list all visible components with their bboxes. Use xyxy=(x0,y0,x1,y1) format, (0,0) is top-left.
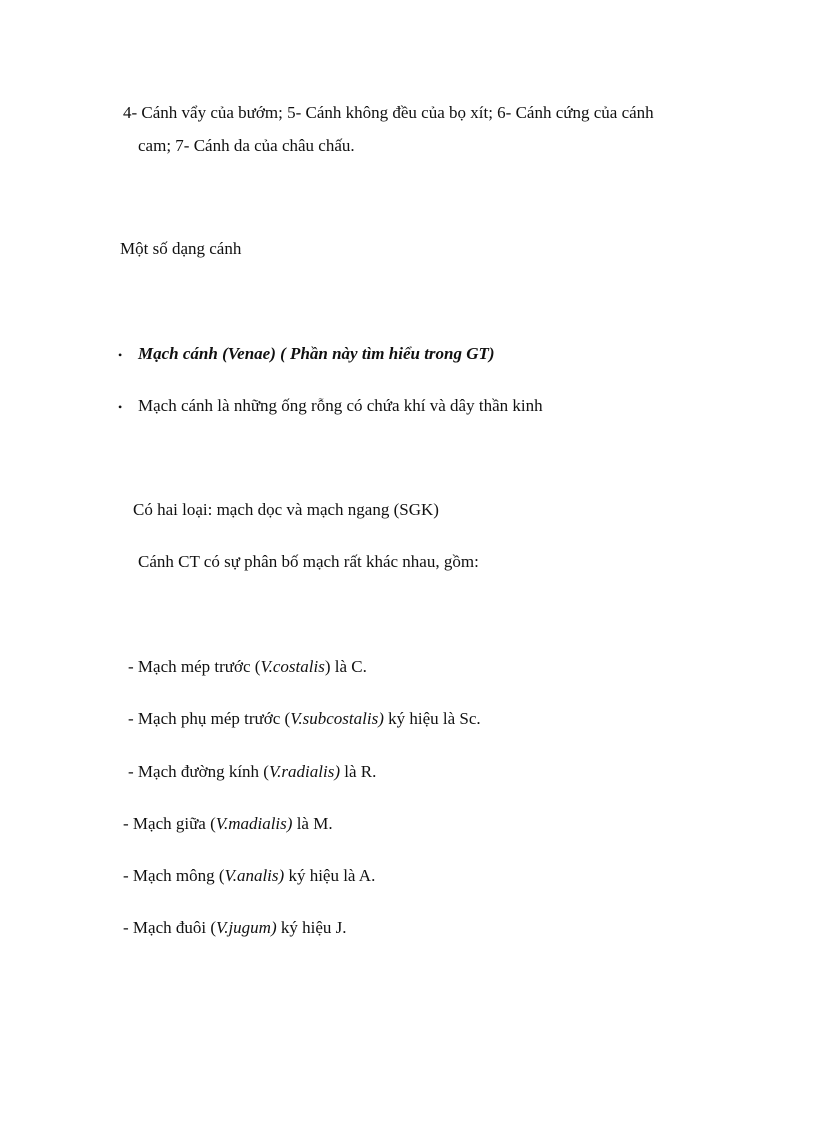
vein-item-radialis: - Mạch đường kính (V.radialis) là R. xyxy=(128,762,377,781)
bullet-marker: • xyxy=(118,348,123,362)
bullet-item-venae: Mạch cánh (Venae) ( Phần này tìm hiểu trong GT) xyxy=(138,344,495,363)
bullet-item-definition: Mạch cánh là những ống rỗng có chứa khí và dây thần kinh xyxy=(138,396,543,415)
vein-item-costalis: - Mạch mép trước (V.costalis) là C. xyxy=(128,657,367,676)
section-title: Một số dạng cánh xyxy=(120,239,242,258)
vein-item-jugum: - Mạch đuôi (V.jugum) ký hiệu J. xyxy=(123,918,347,937)
bullet-marker: • xyxy=(118,400,123,414)
vein-item-madialis: - Mạch giữa (V.madialis) là M. xyxy=(123,814,333,833)
vein-item-analis: - Mạch mông (V.analis) ký hiệu là A. xyxy=(123,866,376,885)
caption-line-2: cam; 7- Cánh da của châu chấu. xyxy=(138,136,355,155)
paragraph-vein-types: Có hai loại: mạch dọc và mạch ngang (SGK) xyxy=(133,500,439,519)
caption-line-1: 4- Cánh vẩy của bướm; 5- Cánh không đều của bọ xít; 6- Cánh cứng của cánh xyxy=(123,103,654,122)
vein-item-subcostalis: - Mạch phụ mép trước (V.subcostalis) ký hiệu là Sc. xyxy=(128,709,481,728)
paragraph-vein-distribution: Cánh CT có sự phân bố mạch rất khác nhau, gồm: xyxy=(138,552,479,571)
